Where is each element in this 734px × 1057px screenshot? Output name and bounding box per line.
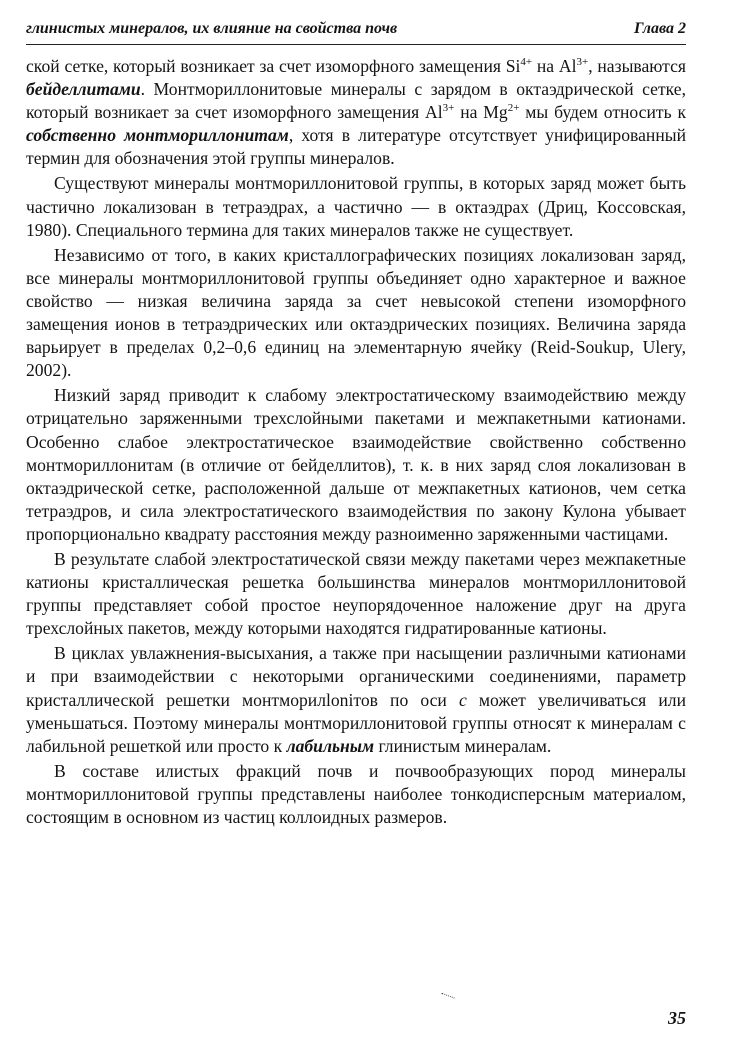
text-run: В циклах увлажнения-высыхания, а также при насыщении различными катионами и при взаимодействии с некоторыми органическими соединениями, параметр кристаллической решетки монтморилloniтов по оси	[26, 643, 686, 710]
text-run: В составе илистых фракций почв и почвообразующих пород минералы монтмориллонитовой группы представлены наиболее тонкодисперсным материалом, состоящим в основном из частиц коллоидных размеров.	[26, 760, 686, 827]
running-header-title: глинистых минералов, их влияние на свойства почв	[26, 20, 398, 37]
text-run: Существуют минералы монтмориллонитовой группы, в которых заряд может быть частично локализован в тетраэдрах, а частично — в октаэдрах (Дриц, Коссовская, 1980). Специального термина для таких минералов также не существует.	[26, 173, 686, 240]
paragraph	[26, 244, 686, 383]
superscript: 3+	[576, 56, 589, 69]
emphasized-term: лабильным	[286, 735, 375, 756]
paragraph	[26, 55, 686, 170]
text-run: В результате слабой электростатической связи между пакетами через межпакетные катионы кристаллическая решетка большинства минералов монтмориллонитовой группы представляет собой простое неупорядоченное наложение друг на друга трехслойных пакетов, между которыми находятся гидратированные катионы.	[26, 548, 686, 639]
paragraph	[26, 642, 686, 757]
italic-symbol: c	[458, 689, 467, 710]
text-run: , называются	[588, 56, 686, 76]
running-header-chapter: Глава 2	[633, 20, 686, 37]
paragraph	[26, 760, 686, 829]
paragraph	[26, 384, 686, 546]
superscript: 4+	[520, 56, 533, 69]
text-run: мы будем относить к	[519, 102, 686, 123]
paragraph	[26, 548, 686, 640]
text-run: Независимо от того, в каких кристаллографических позициях локализован заряд, все минералы монтмориллонитовой группы объединяет одно характерное и важное свойство — низкая величина заряда за счет невысокой степени изоморфного замещения ионов в тетраэдрических или октаэдрических позициях. Величина заряда варьирует в пределах 0,2–0,6 единиц на элементарную ячейку (Reid-Soukup, Ulery, 2002).	[26, 244, 686, 381]
superscript: 2+	[507, 102, 520, 115]
book-page	[26, 20, 686, 831]
page-number: 35	[668, 1008, 686, 1028]
emphasized-term: бейделлитами	[26, 79, 141, 100]
text-run: на Mg	[454, 102, 508, 123]
text-run: может увеличиваться или уменьшаться. Поэтому минералы монтмориллонитовой группы относят к минералам с лабильной решеткой или просто к	[26, 689, 687, 756]
text-run: глинистым минералам.	[374, 735, 552, 756]
superscript: 3+	[442, 102, 455, 115]
scan-smudge	[439, 993, 455, 1004]
text-run: ской сетке, который возникает за счет изоморфного замещения Si	[26, 56, 521, 76]
text-run: на Al	[532, 56, 577, 76]
text-run: , хотя в литературе отсутствует унифицированный термин для обозначения этой группы минералов.	[26, 125, 686, 169]
paragraph	[26, 172, 686, 241]
emphasized-term: собственно монтмориллонитам	[26, 125, 289, 146]
running-header	[26, 20, 686, 45]
body-text	[26, 55, 686, 829]
text-run: Низкий заряд приводит к слабому электростатическому взаимодействию между отрицательно заряженными трехслойными пакетами и межпакетными катионами. Особенно слабое электростатическое взаимодействие свойственно собственно монтмориллонитам (в отличие от бейделлитов), т. к. в них заряд слоя локализован в октаэдрической сетке, расположенной дальше от межпакетных катионов, чем сетка тетраэдров, и сила электростатического взаимодействия по закону Кулона убывает пропорционально квадрату расстояния между разноименно заряженными частицами.	[26, 385, 686, 544]
text-run: . Монтмориллонитовые минералы с зарядом в октаэдрической сетке, который возникает за счет изоморфного замещения Al	[26, 79, 686, 123]
